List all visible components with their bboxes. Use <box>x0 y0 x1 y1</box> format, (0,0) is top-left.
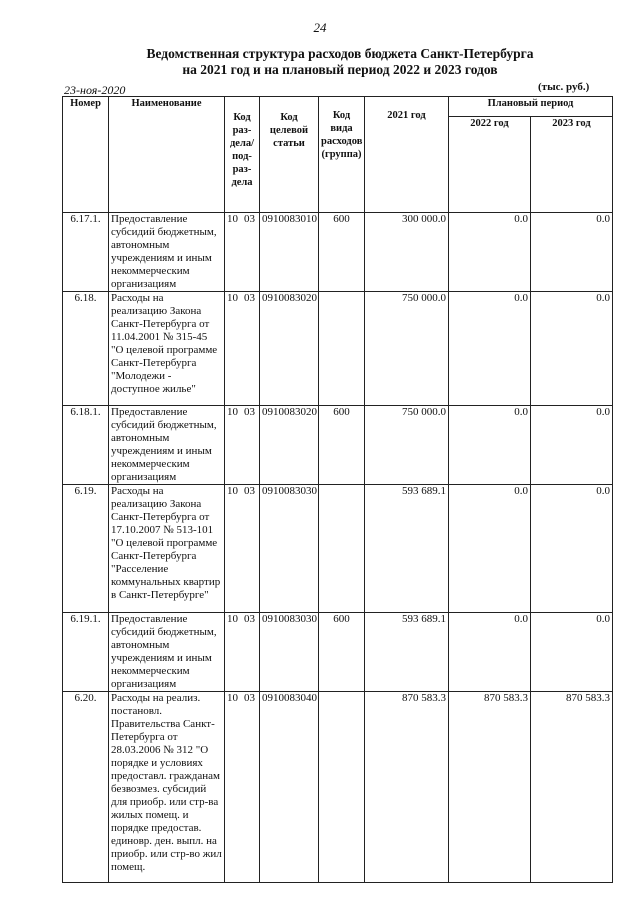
row-target: 0910083010 <box>260 213 319 292</box>
row-amount-2023: 0.0 <box>531 485 613 613</box>
header-section: Код раз- дела/ под- раз- дела <box>225 97 260 213</box>
row-amount-2022: 0.0 <box>449 292 531 406</box>
row-number: 6.18. <box>63 292 109 406</box>
row-amount-2021: 300 000.0 <box>365 213 449 292</box>
row-name: Предоставление субсидий бюджетным, автономным учреждениям и иным некоммерческим организациям <box>109 213 225 292</box>
document-title <box>80 46 600 78</box>
row-amount-2022: 0.0 <box>449 485 531 613</box>
row-number: 6.20. <box>63 692 109 883</box>
header-planned-period: Плановый период <box>449 97 613 117</box>
row-amount-2022: 0.0 <box>449 406 531 485</box>
row-amount-2021: 870 583.3 <box>365 692 449 883</box>
row-expense-type: 600 <box>319 213 365 292</box>
row-target: 0910083030 <box>260 485 319 613</box>
row-expense-type <box>319 485 365 613</box>
row-name: Расходы на реализацию Закона Санкт-Петербурга от 17.10.2007 № 513-101 "О целевой программе Санкт-Петербурга "Расселение коммунальных квартир в Санкт-Петербурге" <box>109 485 225 613</box>
section-code: 10 <box>227 485 238 497</box>
row-number: 6.19. <box>63 485 109 613</box>
table-row <box>63 406 613 485</box>
row-number: 6.17.1. <box>63 213 109 292</box>
section-code: 10 <box>227 292 238 304</box>
header-year-2023: 2023 год <box>531 117 613 213</box>
row-amount-2022: 0.0 <box>449 613 531 692</box>
section-code: 10 <box>227 613 238 625</box>
row-expense-type <box>319 292 365 406</box>
table-row <box>63 613 613 692</box>
row-amount-2021: 593 689.1 <box>365 613 449 692</box>
row-expense-type: 600 <box>319 406 365 485</box>
table-row <box>63 213 613 292</box>
row-target: 0910083040 <box>260 692 319 883</box>
row-amount-2023: 0.0 <box>531 613 613 692</box>
header-name: Наименование <box>109 97 225 213</box>
row-amount-2023: 0.0 <box>531 406 613 485</box>
row-amount-2021: 750 000.0 <box>365 406 449 485</box>
row-section <box>225 406 260 485</box>
subsection-code: 03 <box>244 613 255 625</box>
row-name: Расходы на реализацию Закона Санкт-Петербурга от 11.04.2001 № 315-45 "О целевой программе Санкт-Петербурга "Молодежи - доступное жилье" <box>109 292 225 406</box>
subsection-code: 03 <box>244 406 255 418</box>
header-year-2021: 2021 год <box>365 97 449 213</box>
subsection-code: 03 <box>244 692 255 704</box>
header-target: Код целевой статьи <box>260 97 319 213</box>
row-name: Предоставление субсидий бюджетным, автономным учреждениям и иным некоммерческим организациям <box>109 406 225 485</box>
header-expense-type: Код вида расходов (группа) <box>319 97 365 213</box>
row-target: 0910083020 <box>260 406 319 485</box>
row-number: 6.18.1. <box>63 406 109 485</box>
header-year-2022: 2022 год <box>449 117 531 213</box>
budget-table <box>62 96 613 883</box>
row-number: 6.19.1. <box>63 613 109 692</box>
row-expense-type: 600 <box>319 613 365 692</box>
row-amount-2023: 0.0 <box>531 213 613 292</box>
page-number: 24 <box>313 20 327 35</box>
row-target: 0910083020 <box>260 292 319 406</box>
row-section <box>225 213 260 292</box>
subsection-code: 03 <box>244 213 255 225</box>
title-line-1: Ведомственная структура расходов бюджета Санкт-Петербурга <box>146 46 534 61</box>
row-amount-2022: 0.0 <box>449 213 531 292</box>
document-date: 23-ноя-2020 <box>64 83 126 97</box>
subsection-code: 03 <box>244 292 255 304</box>
table-row <box>63 692 613 883</box>
row-amount-2021: 593 689.1 <box>365 485 449 613</box>
row-expense-type <box>319 692 365 883</box>
row-amount-2022: 870 583.3 <box>449 692 531 883</box>
units-label: (тыс. руб.) <box>538 81 590 93</box>
row-amount-2023: 0.0 <box>531 292 613 406</box>
row-section <box>225 292 260 406</box>
row-section <box>225 485 260 613</box>
row-amount-2021: 750 000.0 <box>365 292 449 406</box>
section-code: 10 <box>227 406 238 418</box>
row-target: 0910083030 <box>260 613 319 692</box>
section-code: 10 <box>227 692 238 704</box>
table-row <box>63 292 613 406</box>
row-section <box>225 692 260 883</box>
section-code: 10 <box>227 213 238 225</box>
row-amount-2023: 870 583.3 <box>531 692 613 883</box>
row-name: Расходы на реализ. постановл. Правительства Санкт-Петербурга от 28.03.2006 № 312 "О порядке и условиях предоставл. гражданам безвозмез. субсидий для приобр. или стр-ва жилых помещ. и порядке предостав. единовр. ден. выпл. на приобр. или стр-во жил помещ. <box>109 692 225 883</box>
header-number: Номер <box>63 97 109 213</box>
row-section <box>225 613 260 692</box>
row-name: Предоставление субсидий бюджетным, автономным учреждениям и иным некоммерческим организациям <box>109 613 225 692</box>
title-line-2: на 2021 год и на плановый период 2022 и 2023 годов <box>182 62 498 77</box>
table-row <box>63 485 613 613</box>
subsection-code: 03 <box>244 485 255 497</box>
